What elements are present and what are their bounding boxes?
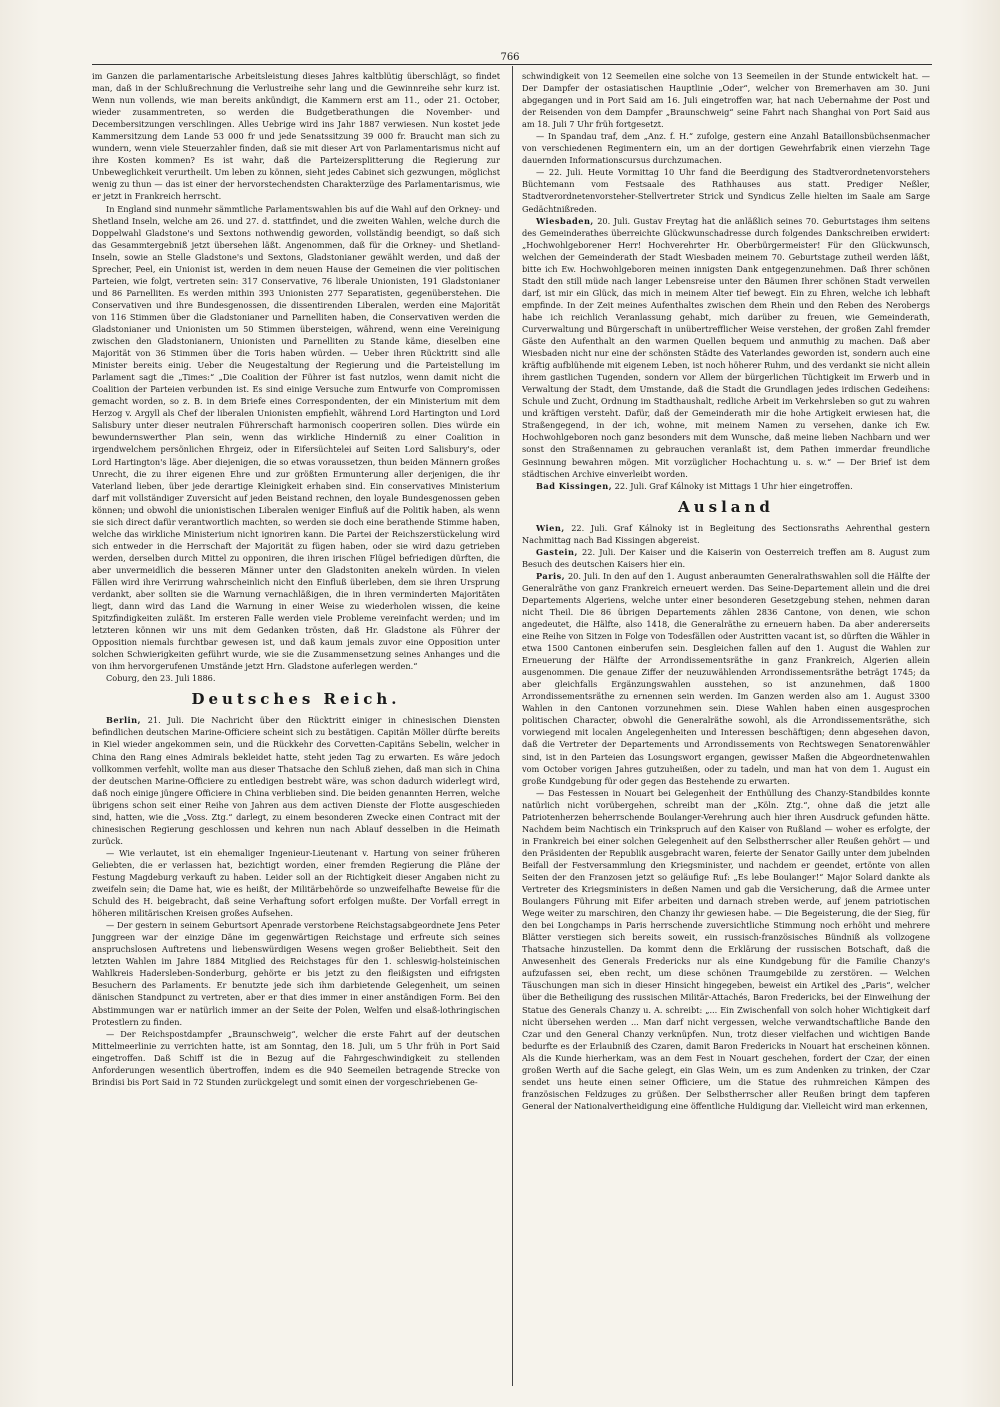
dateline: Coburg, den 23. Juli 1886. [106,673,216,684]
right-paragraph-2: — In Spandau traf, dem „Anz. f. H.“ zufolge, gestern eine Anzahl Bataillonsbüchsenmacher von verschiedenen Regimentern ein, um an der dortigen Gewehrfabrik einen vierzehn Tage dauernden Informationscursus durchzumachen. [522,131,930,166]
gastein-article [522,546,930,570]
left-paragraph-4: — Wie verlautet, ist ein ehemaliger Ingenieur-Lieutenant v. Hartung von seiner früheren Geliebten, die er verlassen hat, bezichtigt worden, einer fremden Regierung die Pläne der Festung Magdeburg verkauft zu haben. Leider soll an der Richtigkeit dieser Angaben nicht zu zweifeln sein; die Dame hat, wie es heißt, der Militärbehörde so unzweifelhafte Beweise für die Schuld des H. beigebracht, daß seine Verhaftung sofort erfolgen mußte. Der Vorfall erregt in höheren militärischen Kreisen großes Aufsehen. [92,847,500,919]
place-paris: Paris, [536,570,566,581]
page-number: 766 [500,52,520,63]
kissingen-text: 22. Juli. Graf Kálnoky ist Mittags 1 Uhr hier eingetroffen. [612,480,853,491]
right-paragraph-1: schwindigkeit von 12 Seemeilen eine solche von 13 Seemeilen in der Stunde entwickelt hat. — Der Dampfer der ostasiatischen Hauptlinie „Oder“, welcher von Bremerhaven am 30. Juni abgegangen und in Port Said am 16. Juli eingetroffen war, hat nach Uebernahme der Post und der Reisenden von dem Dampfer „Braunschweig“ seine Fahrt nach Shanghai von Port Said aus am 18. Juli 7 Uhr früh fortgesetzt. [522,71,930,130]
berlin-text: 21. Juli. Die Nachricht über den Rücktritt einiger in chinesischen Diensten befindlichen deutschen Marine-Officiere scheint sich zu bestätigen. Capitän Möller dürfte bereits in Kiel wieder angekommen sein, und die Rückkehr des Corvetten-Capitäns Sebelin, welcher in China den Rang eines Admirals bekleidet hatte, steht jeden Tag zu erwarten. Es wäre jedoch vollkommen verfehlt, wollte man aus dieser Thatsache den Schluß ziehen, daß man sich in China der deutschen Marine-Officiere zu entledigen bestrebt wäre, was schon dadurch widerlegt wird, daß noch einige jüngere Officiere in China verblieben sind. Die beiden genannten Herren, welche übrigens schon seit einer Reihe von Jahren aus dem activen Dienste der Flotte ausgeschieden sind, hatten, wie die „Voss. Ztg.“ darlegt, zu einem besonderen Zwecke einen Contract mit der chinesischen Regierung geschlossen und kehren nun nach Ablauf desselben in die Heimath zurück. [92,715,500,846]
paris-article [522,570,930,787]
left-column [92,70,500,1382]
wiesbaden-text: 20. Juli. Gustav Freytag hat die anläßlich seines 70. Geburtstages ihm seitens des Gemeinderathes überreichte Glückwunschadresse durch folgendes Dankschreiben erwidert: „Hochwohlgeborener Herr! Hochverehrter Hr. Oberbürgermeister! Für den Glückwunsch, welchen der Gemeinderath der Stadt Wiesbaden meinem 70. Geburtstage zutheil werden läßt, bitte ich Ew. Hochwohlgeboren meinen innigsten Dank entgegenzunehmen. Daß Ihrer schönen Stadt den still müde nach langer Lebensreise unter den Bäumen Ihrer schönen Stadt verweilen darf, ist mir ein Glück, das mich in meinem Alter tief bewegt. Ein zu Ehren, welche ich lebhaft empfinde. In der Zeit meines Aufenthaltes zwischen dem Rhein und den Reben des Nerobergs habe ich reichlich Veranlassung gehabt, mich darüber zu freuen, wie Gemeinderath, Curverwaltung und Bürgerschaft in unübertrefflicher Weise verstehen, der großen Zahl fremder Gäste den Aufenthalt an den warmen Quellen bequem und anmuthig zu machen. Daß aber Wiesbaden nicht nur eine der schönsten Städte des Vaterlandes geworden ist, sondern auch eine kräftig aufblühende mit eigenem Leben, ist noch höherer Ruhm, und des verdankt sie nicht allein ihrem gastlichen Tugenden, sondern vor Allem der bürgerlichen Tüchtigkeit im Erwerb und in Verwaltung der Stadt, dem Umstande, daß die Stadt die Grundlagen jedes irdischen Gedeihens: Schule und Zucht, Ordnung im Stadthaushalt, redliche Arbeit im Verkehrsleben so gut zu wahren und kräftigen versteht. Dafür, daß der Gemeinderath mir die hohe Artigkeit erwiesen hat, die Straßengegend, in der ich, wohne, mit meinem Namen zu versehen, danke ich Ew. Hochwohlgeboren noch ganz besonders mit dem Wunsche, daß meine lieben Nachbarn und wer sonst den Straßennamen zu gebrauchen veranlaßt ist, dem Pathen immerdar freundliche Gesinnung bewahren mögen. Mit vorzüglicher Hochachtung u. s. w.“ — Der Brief ist dem städtischen Archive einverleibt worden. [522,215,930,479]
left-paragraph-2: In England sind nunmehr sämmtliche Parlamentswahlen bis auf die Wahl auf den Orkney- und Shetland Inseln, welche am 26. und 27. d. stattfindet, und die zweiten Wahlen, welche durch die Doppelwahl Gladstone's und Sextons nothwendig geworden, vollständig beendigt, so daß sich das Gesammtergebniß jetzt übersehen läßt. Angenommen, daß für die Orkney- und Shetland-Inseln, sowie an Stelle Gladstone's und Sextons, Gladstonianer gewählt werden, und daß der Sprecher, Peel, ein Unionist ist, werden in dem neuen Hause der Gemeinen die vier politischen Parteien, wie folgt, vertreten sein: 317 Conservative, 76 liberale Unionisten, 191 Gladstonianer und 86 Parnelliten. Es werden mithin 393 Unionisten 277 Separatisten, gegenüberstehen. Die Conservativen und ihre Bundesgenossen, die dissentirenden Liberalen, werden eine Majorität von 116 Stimmen über die Gladstonianer und Parnelliten haben, die Conservativen werden die Gladstonianer und Unionisten um 50 Stimmen übersteigen, während, wenn eine Vereinigung zwischen den Gladstonianern, Unionisten und Parnelliten zu Stande käme, dieselben eine Majorität von 36 Stimmen über die Toris haben würden. — Ueber ihren Rücktritt sind alle Minister bereits einig. Ueber die Neugestaltung der Regierung und die Parteistellung im Parlament sagt die „Times:“ „Die Coalition der Führer ist fast nutzlos, wenn damit nicht die Coalition der Parteien verbunden ist. Es sind einige Versuche zum Entwurfe von Compromissen gemacht worden, so z. B. in dem Briefe eines Correspondenten, der ein Ministerium mit dem Herzog v. Argyll als Chef der liberalen Unionisten empfiehlt, während Lord Hartington und Lord Salisbury unter dieser neutralen Führerschaft harmonisch cooperiren sollen. Dies würde ein bewundernswerther Plan sein, wenn das wirkliche Hinderniß zu einer Coalition in irgendwelchem persönlichen Ehrgeiz, oder in Eifersüchtelei auf Seiten Lord Salisbury's, oder Lord Hartington's läge. Aber diejenigen, die so etwas voraussetzen, thun beiden Männern großes Unrecht, die zu ihrer eigenen Ehre und zur größten Ermunterung aller derjenigen, die ihr Vaterland lieben, über jede derartige Kleinigkeit erhaben sind. Ein conservatives Ministerium darf mit vollständiger Zuversicht auf jeden Beistand rechnen, den loyale Bundesgenossen geben können; und obwohl die unionistischen Liberalen weniger Einfluß auf die Politik haben, als wenn sie sich direct dafür verantwortlich machten, so werden sie doch eine berathende Stimme haben, welche das wirkliche Ministerium nicht ignoriren kann. Die Partei der Reichszerstückelung wird sich entweder in die Herrschaft der Majorität zu fügen haben, oder sie wird dazu getrieben werden, derselben durch Mittel zu opponiren, die ihren irischen Flügel befriedigen dürften, die aber unvermeidlich die besseren Männer unter den Gladstoniten anekeln würden. In vielen Fällen wird ihre Verirrung wahrscheinlich nicht den Einfluß überleben, dem sie ihren Ursprung verdankt, aber sollten sie die Warnung vernachläßigen, die in ihren verminderten Majoritäten liegt, dann wird das Land die Warnung in einer Weise zu wiederholen wissen, die keine Spitzfindigkeiten zuläßt. Im ersteren Falle werden viele Probleme vereinfacht werden; und im letzteren können wir uns mit dem Gedanken trösten, daß Hr. Gladstone als Führer der Opposition niemals furchtbar gewesen ist, und daß kaum jemals zuvor eine Opposition unter solchen Schwierigkeiten geführt wurde, wie sie die Zusammensetzung seines Anhanges und die von ihm hervorgerufenen Umstände jetzt Hrn. Gladstone auferlegen werden.“ [92,203,500,672]
right-column [522,70,930,1382]
place-wien: Wien, [536,522,565,533]
right-paragraph-3: — 22. Juli. Heute Vormittag 10 Uhr fand die Beerdigung des Stadtverordnetenvorstehers Büchtemann vom Festsaale des Rathhauses aus statt. Prediger Neßler, Stadtverordnetenvorsteher-Stellvertreter Strick und Syndicus Zelle hielten im Saale am Sarge Gedächtnißreden. [522,167,930,214]
left-paragraph-6: — Der Reichspostdampfer „Braunschweig“, welcher die erste Fahrt auf der deutschen Mittelmeerlinie zu verrichten hatte, ist am Sonntag, den 18. Juli, um 5 Uhr früh in Port Said eingetroffen. Daß Schiff ist die in Bezug auf die Fahrgeschwindigkeit zu stellenden Anforderungen wesentlich übertroffen, indem es die 940 Seemeilen betragende Strecke von Brindisi bis Port Said in 72 Stunden zurückgelegt und somit einen der vorgeschriebenen Ge- [92,1028,500,1087]
section-heading-ausland: Ausland [678,497,774,516]
left-paragraph-5: — Der gestern in seinem Geburtsort Apenrade verstorbene Reichstagsabgeordnete Jens Peter Junggreen war der einzige Däne im gegenwärtigen Reichstage und erfreute sich seines anspruchslosen Auftretens und liebenswürdigen Wesens wegen großer Beliebtheit. Seit den letzten Wahlen im Jahre 1884 Mitglied des Reichstages für den 1. schleswig-holsteinischen Wahlkreis Hadersleben-Sonderburg, gehörte er bis jetzt zu den fleißigsten und eifrigsten Besuchern des Parlaments. Er benutzte jede sich ihm darbietende Gelegenheit, um seinen dänischen Standpunct zu vertreten, aber er that dies immer in einer anständigen Form. Bei den Abstimmungen war er natürlich immer an der Seite der Polen, Welfen und elsaß-lothringischen Protestlern zu finden. [92,920,500,1027]
wien-text: 22. Juli. Graf Kálnoky ist in Begleitung des Sectionsraths Aehrenthal gestern Nachmittag nach Bad Kissingen abgereist. [522,522,930,545]
header-rule [92,64,932,65]
right-paragraph-9: — Das Festessen in Nouart bei Gelegenheit der Enthüllung des Chanzy-Standbildes konnte natürlich nicht vorübergehen, schreibt man der „Köln. Ztg.“, ohne daß die jetzt alle Patriotenherzen beherrschende Boulanger-Verehrung auch hier ihren Ausdruck gefunden hätte. Nachdem beim Nachtisch ein Trinkspruch auf den Kaiser von Rußland — woher es erfolgte, der in Frankreich bei einer solchen Gelegenheit auf den Selbstherrscher aller Reußen gehört — und den Präsidenten der Republik ausgebracht waren, feierte der Senator Gailly unter dem jubelnden Beifall der Festversammlung den Kriegsminister, und nachdem er geendet, ertönte von allen Seiten der den Franzosen jetzt so geläufige Ruf: „Es lebe Boulanger!“ Major Solard dankte als Vertreter des Kriegsministers in deßen Namen und gab die Versicherung, daß die Armee unter Boulangers Führung mit Eifer arbeiten und darnach streben werde, auf jenem patriotischen Wege weiter zu marschiren, den Chanzy ihr gewiesen habe. — Die Begeisterung, die der Sieg, für den bei Longchamps in Paris herrschende zuversichtliche Stimmung noch erhöht und mehrere Blätter verstiegen sich bereits soweit, ein russisch-französisches Bündniß als vollzogene Thatsache hinzustellen. Da kommt denn die Erklärung der russischen Botschaft, daß die Anwesenheit des Generals Fredericks nur als eine Kundgebung für die Familie Chanzy's aufzufassen sei, eben recht, um diese schönen Traumgebilde zu zerstören. — Welchen Täuschungen man sich in dieser Hinsicht hingegeben, beweist ein Artikel des „Paris“, welcher über die Betheiligung des russischen Militär-Attachés, Baron Fredericks, bei der Einweihung der Statue des Generals Chanzy u. A. schreibt: „... Ein Zwischenfall von solch hoher Wichtigkeit darf nicht übersehen werden ... Man darf nicht vergessen, welche verwandtschaftliche Bande den Czar und den General Chanzy verknüpfen. Nun, trotz dieser vielfachen und wichtigen Bande bedurfte es der Erlaubniß des Czaren, damit Baron Fredericks in Nouart hat erscheinen können. Als die Kunde hierherkam, was an dem Fest in Nouart geschehen, fordert der Czar, der einen großen Werth auf die Sache gelegt, ein Glas Wein, um es zum Andenken zu trinken, der Czar sendet uns heute einen seiner Officiere, um die Statue des ruhmreichen Kämpen des französischen Feldzuges zu grüßen. Der Selbstherrscher aller Reußen bringt dem tapferen General der Nationalvertheidigung eine öffentliche Huldigung dar. Vielleicht wird man erkennen, [522,787,930,1111]
place-bad-kissingen: Bad Kissingen, [536,480,613,491]
left-paragraph-1: im Ganzen die parlamentarische Arbeitsleistung dieses Jahres kaltblütig überschlägt, so findet man, daß in der Schlußrechnung die Verlustreihe sehr lang und die Gewinnreihe sehr kurz ist. Wenn nun vollends, wie man bereits ankündigt, die Kammern erst am 11., oder 21. October, wieder zusammentreten, so werden die Budgetberathungen die November- und Decembersitzungen verschlingen. Alles Uebrige wird ins Jahr 1887 verwiesen. Nun kostet jede Kammersitzung dem Lande 53 000 fr und jede Senatssitzung 39 000 fr. Braucht man sich zu wundern, wenn viele Steuerzahler finden, daß sie mit dieser Art von Parlamentarismus nicht auf ihre Kosten kommen? Es ist wahr, daß die Parteizersplitterung die Regierung zur Unbeweglichkeit verurtheilt. Um leben zu können, sieht jedes Cabinet sich gezwungen, möglichst wenig zu thun — das ist einer der hervorstechendsten Charakterzüge des Parlamentarismus, wie er jetzt in Frankreich herrscht. [92,71,500,202]
wien-article [522,522,930,546]
place-gastein: Gastein, [536,546,578,557]
place-berlin: Berlin, [106,715,141,726]
berlin-article [92,714,500,847]
kissingen-article [522,480,930,492]
place-wiesbaden: Wiesbaden, [536,215,594,226]
column-divider [512,66,513,1386]
section-heading-deutsches-reich: Deutsches Reich. [191,690,401,709]
gastein-text: 22. Juli. Der Kaiser und die Kaiserin von Oesterreich treffen am 8. August zum Besuch des deutschen Kaisers hier ein. [522,546,930,569]
paris-text: 20. Juli. In den auf den 1. August anberaumten Generalrathswahlen soll die Hälfte der Generalräthe von ganz Frankreich erneuert werden. Das Seine-Departement allein und die drei Departements Algeriens, welche unter einer besonderen Gesetzgebung stehen, nehmen daran nicht Theil. Die 86 übrigen Departements zählen 2836 Cantone, von denen, wie schon angedeutet, die Hälfte, also 1418, die Generalräthe zu erneuern haben. Da aber andererseits eine Reihe von Sitzen in Folge von Todesfällen oder Austritten vacant ist, so dürften die Wähler in etwa 1500 Cantonen einberufen sein. Desgleichen fallen auf den 1. August die Wahlen zur Erneuerung der Hälfte der Arrondissementsräthe in ganz Frankreich, Algerien allein ausgenommen. Die genaue Ziffer der neuzuwählenden Arrondissementsräthe beträgt 1745; da aber gleichfalls Ergänzungswahlen ausstehen, so ist anzunehmen, daß 1800 Arrondissementsräthe zu ernennen sein werden. Im Ganzen werden also am 1. August 3300 Wahlen in den Cantonen vorzunehmen sein. Diese Wahlen haben einen ausgesprochen politischen Character, obwohl die Generalräthe sowohl, als die Arrondissementsräthe, sich vorwiegend mit localen Angelegenheiten und Interessen beschäftigen; denn abgesehen davon, daß die Vertreter der Departements und Arrondissements von Rechtswegen Senatorenwähler sind, ist in den Parteien das Losungswort ergangen, gewisser Maßen die Abgeordnetenwahlen vom October vorigen Jahres gutzuheißen, oder zu tadeln, und man hat von dem 1. August ein große Kundgebung für oder gegen das Bestehende zu erwarten. [522,570,930,786]
wiesbaden-article [522,215,930,480]
